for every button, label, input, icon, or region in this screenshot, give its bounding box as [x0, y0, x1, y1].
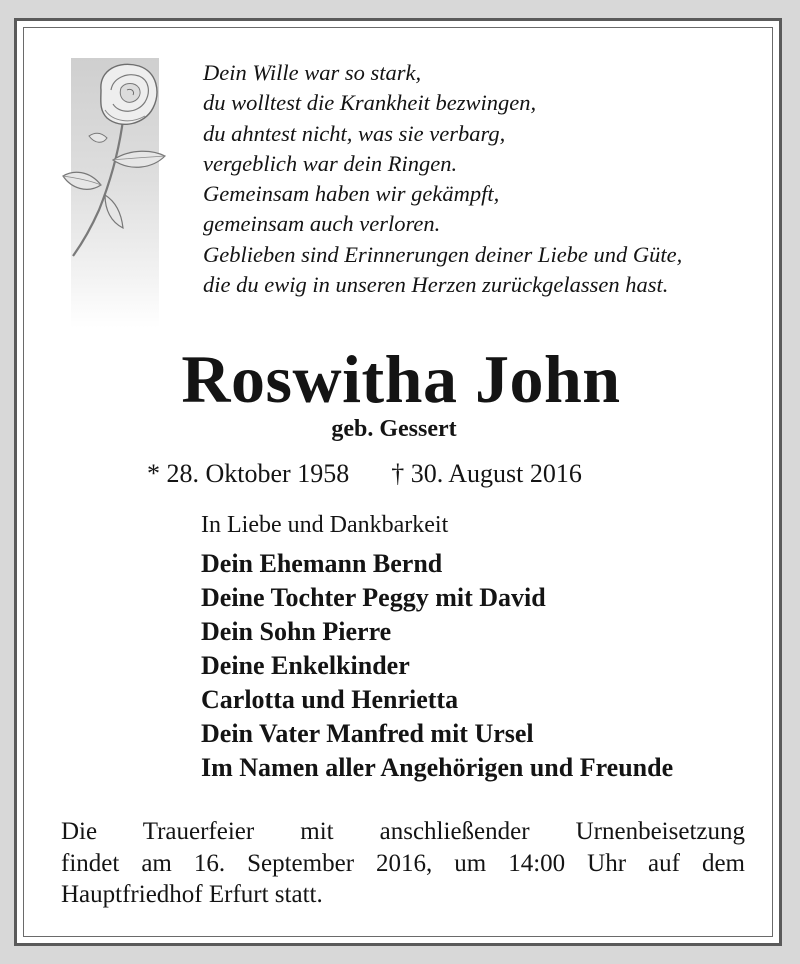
life-dates — [147, 458, 582, 490]
poem-line: vergeblich war dein Ringen. — [203, 150, 458, 176]
poem-line: du ahntest nicht, was sie verbarg, — [203, 120, 506, 146]
poem-line: gemeinsam auch verloren. — [203, 211, 441, 237]
service-line: Hauptfriedhof Erfurt statt. — [61, 881, 323, 908]
mourner: Carlotta und Henrietta — [201, 685, 459, 714]
poem-line: die du ewig in unseren Herzen zurückgelassen hast. — [203, 272, 669, 298]
poem-line: du wolltest die Krankheit bezwingen, — [203, 90, 537, 116]
service-line: Die Trauerfeier mit anschließender Urnenbeisetzung — [61, 818, 745, 845]
poem-line: Geblieben sind Erinnerungen deiner Liebe und Güte, — [203, 241, 683, 267]
rose-image-panel — [71, 58, 159, 328]
mourner: Dein Ehemann Bernd — [201, 549, 443, 578]
dedication: In Liebe und Dankbarkeit — [201, 512, 449, 538]
mourner: Dein Vater Manfred mit Ursel — [201, 719, 534, 748]
service-line: findet am 16. September 2016, um 14:00 Uhr auf dem — [61, 849, 745, 877]
maiden-name: geb. Gessert — [331, 416, 457, 442]
obituary-frame — [14, 18, 782, 946]
poem-line: Gemeinsam haben wir gekämpft, — [203, 181, 500, 207]
mourner: Im Namen aller Angehörigen und Freunde — [201, 753, 674, 782]
poem-line: Dein Wille war so stark, — [203, 60, 422, 85]
birth-date: * 28. Oktober 1958 — [147, 459, 350, 488]
poem — [203, 58, 773, 300]
deceased-name: Roswitha John — [181, 341, 621, 417]
mourner: Dein Sohn Pierre — [201, 617, 392, 646]
mourner: Deine Enkelkinder — [201, 651, 410, 680]
mourners-list — [201, 547, 673, 785]
mourner: Deine Tochter Peggy mit David — [201, 583, 546, 612]
rose-icon — [61, 60, 171, 260]
service-announcement — [61, 816, 745, 911]
death-date: † 30. August 2016 — [391, 459, 582, 488]
